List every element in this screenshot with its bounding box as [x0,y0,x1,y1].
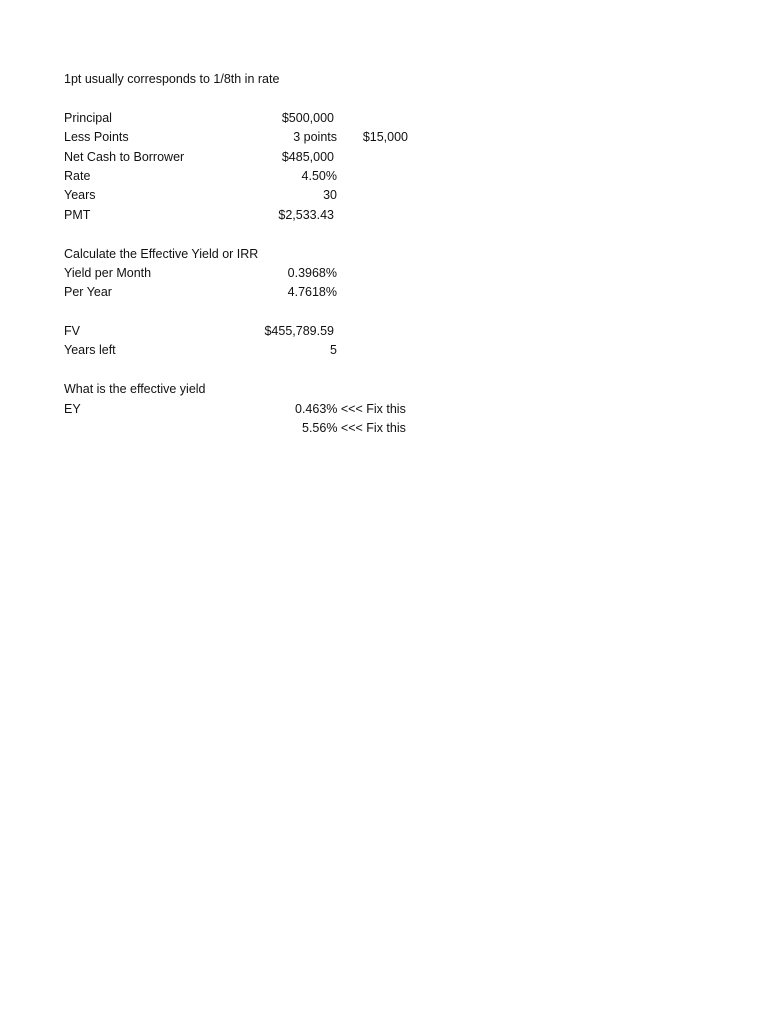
years-label: Years [64,188,96,202]
pmt-value: $2,533.43 [278,208,334,222]
years-value: 30 [323,188,337,202]
rate-value: 4.50% [301,169,337,183]
fv-label: FV [64,324,80,338]
years-left-label: Years left [64,343,116,357]
net-cash-label: Net Cash to Borrower [64,150,185,164]
points-value: 3 points [293,130,337,144]
rate-label: Rate [64,169,91,183]
points-label: Less Points [64,130,129,144]
note-text: 1pt usually corresponds to 1/8th in rate [64,72,280,86]
principal-value: $500,000 [281,111,334,125]
principal-label: Principal [64,111,112,125]
ey-monthly-value: 0.463% <<< Fix this [295,402,406,416]
points-amount: $15,000 [362,130,408,144]
net-cash-value: $485,000 [281,150,334,164]
ey-yearly-value: 5.56% <<< Fix this [302,421,406,435]
yield-year-value: 4.7618% [287,285,337,299]
ey-label: EY [64,402,81,416]
fv-value: $455,789.59 [264,324,334,338]
yield-year-label: Per Year [64,285,112,299]
yield-month-value: 0.3968% [287,266,337,280]
pmt-label: PMT [64,208,91,222]
years-left-value: 5 [330,343,337,357]
yield-month-label: Yield per Month [64,266,152,280]
irr-heading: Calculate the Effective Yield or IRR [64,247,259,261]
effective-yield-question: What is the effective yield [64,382,206,396]
